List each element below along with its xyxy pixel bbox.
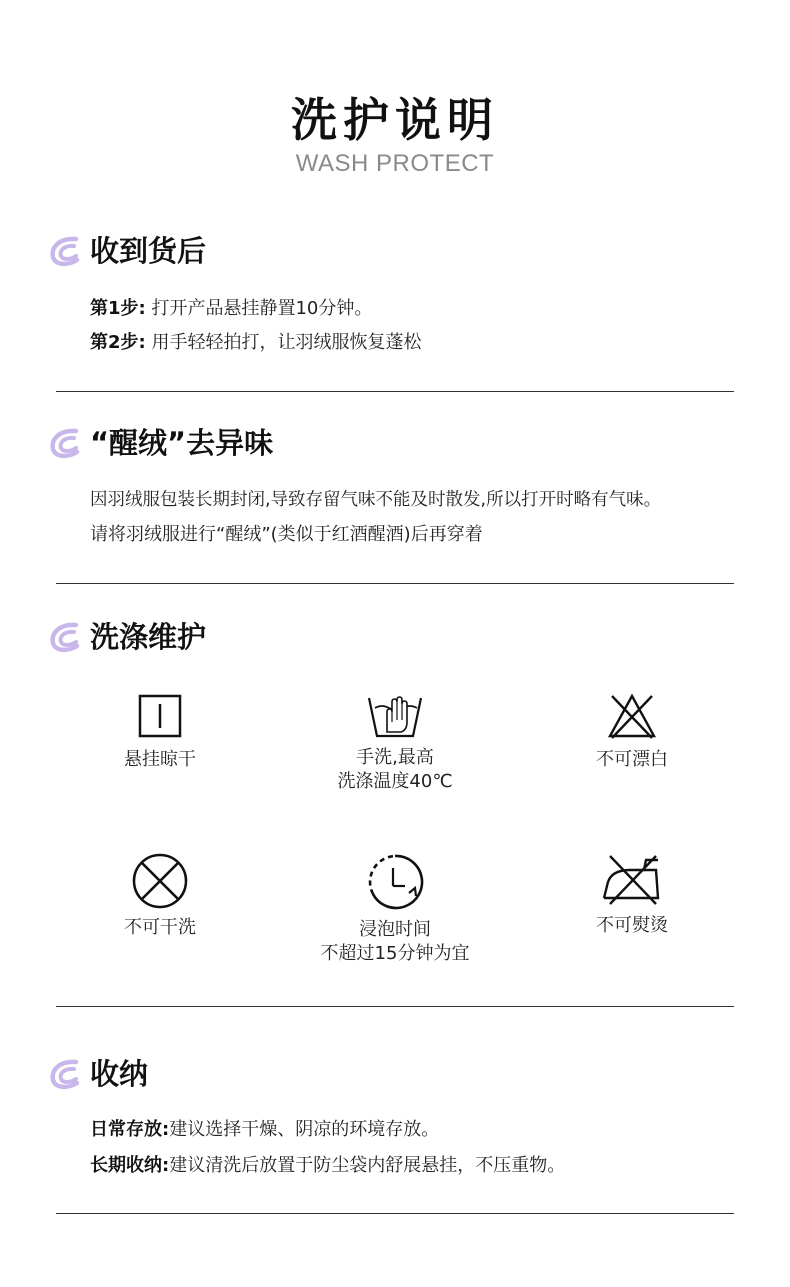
divider [56, 583, 734, 584]
care-item [295, 852, 495, 966]
care-label: 不超过15分钟为宜 [320, 943, 470, 964]
step-text: 用手轻轻拍打，让羽绒服恢复蓬松 [145, 332, 422, 353]
section-title: “醒绒”去异味 [90, 426, 274, 460]
care-item [60, 852, 260, 940]
divider [56, 1006, 734, 1007]
step-label: 第2步: [90, 332, 146, 353]
storage-text: 建议清洗后放置于防尘袋内舒展悬挂，不压重物。 [169, 1155, 566, 1176]
step-line [90, 297, 372, 321]
divider [56, 391, 734, 392]
section-title: 收纳 [90, 1057, 149, 1091]
care-item [532, 692, 732, 772]
soak-time-icon [365, 852, 425, 912]
paragraph-line: 因羽绒服包装长期封闭,导致存留气味不能及时散发,所以打开时略有气味。 [90, 490, 662, 510]
no-iron-icon [600, 852, 664, 910]
section-title: 收到货后 [90, 234, 207, 268]
brand-logo-icon [48, 234, 80, 268]
storage-line [90, 1154, 565, 1178]
page-subtitle: WASH PROTECT [295, 150, 495, 177]
care-item [295, 692, 495, 794]
brand-logo-icon [48, 620, 80, 654]
step-line [90, 331, 421, 355]
step-text: 打开产品悬挂静置10分钟。 [145, 298, 373, 319]
paragraph-line: 请将羽绒服进行“醒绒”(类似于红酒醒酒)后再穿着 [90, 524, 483, 545]
care-item [532, 852, 732, 938]
care-label: 洗涤温度40℃ [337, 771, 453, 792]
divider [56, 1213, 734, 1214]
hand-wash-icon [365, 692, 425, 740]
section-title: 洗涤维护 [90, 620, 207, 654]
step-label: 第1步: [90, 298, 146, 319]
storage-label: 日常存放: [90, 1119, 170, 1140]
care-item [60, 692, 260, 772]
brand-logo-icon [48, 426, 80, 460]
storage-line [90, 1118, 439, 1142]
storage-text: 建议选择干燥、阴凉的环境存放。 [169, 1119, 440, 1140]
no-dry-clean-icon [130, 852, 190, 910]
brand-logo-icon [48, 1057, 80, 1091]
care-label: 不可熨烫 [596, 915, 668, 936]
hang-dry-icon [135, 692, 185, 740]
care-label: 悬挂晾干 [124, 749, 196, 770]
care-label: 浸泡时间 [359, 919, 431, 940]
care-label: 不可漂白 [596, 749, 668, 770]
care-label: 不可干洗 [124, 917, 196, 938]
storage-label: 长期收纳: [90, 1155, 170, 1176]
no-bleach-icon [606, 692, 658, 740]
page-title: 洗护说明 [291, 93, 499, 147]
care-label: 手洗,最高 [356, 747, 434, 768]
